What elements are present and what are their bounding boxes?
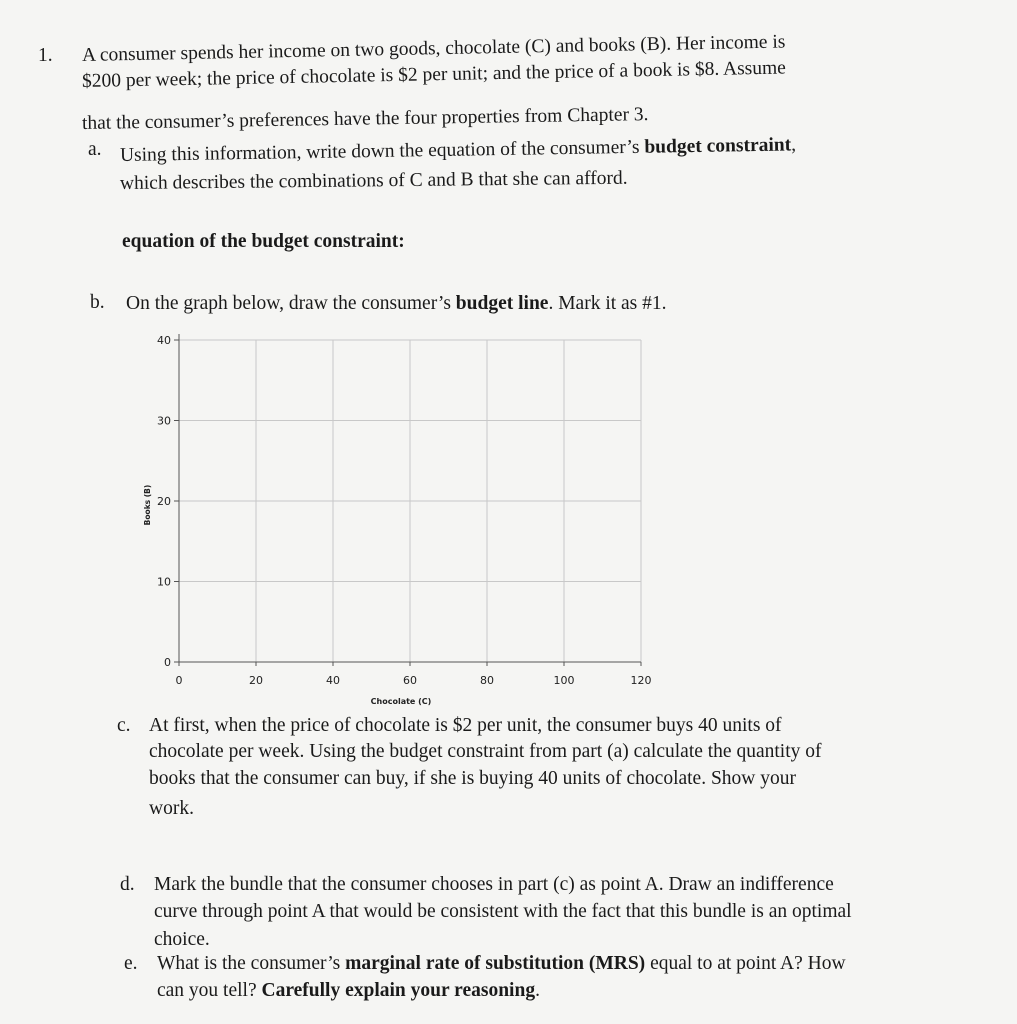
- x-axis-label: Chocolate (C): [370, 697, 432, 706]
- part-a-line-1-text: Using this information, write down the equation of the consumer’s: [119, 136, 645, 166]
- budget-graph: [130, 320, 670, 720]
- part-a-bold-term: budget constraint: [644, 134, 792, 158]
- part-d-label: d.: [120, 874, 135, 895]
- x-tick-label-120: 120: [630, 674, 652, 687]
- x-tick-label-20: 20: [249, 674, 263, 687]
- part-d-line-3: choice.: [154, 929, 210, 950]
- part-d-line-1: Mark the bundle that the consumer chooses in part (c) as point A. Draw an indifference: [154, 874, 834, 895]
- part-c-line-3: books that the consumer can buy, if she is buying 40 units of chocolate. Show your: [149, 768, 797, 789]
- part-a-line-2: which describes the combinations of C and B that she can afford.: [119, 167, 628, 194]
- part-c-line-2: chocolate per week. Using the budget constraint from part (a) calculate the quantity of: [149, 741, 822, 762]
- part-c-line-1: At first, when the price of chocolate is $2 per unit, the consumer buys 40 units of: [149, 715, 782, 736]
- part-e-line-2: [157, 979, 540, 1003]
- part-a-line-1-end: ,: [790, 134, 797, 156]
- part-b-text: [126, 292, 667, 316]
- part-e-line-1-end: equal to at point A? How: [645, 953, 846, 974]
- x-tick-label-60: 60: [403, 674, 417, 687]
- part-c-line-4: work.: [149, 798, 194, 819]
- problem-number: 1.: [38, 45, 53, 66]
- intro-line-3: that the consumer’s preferences have the four properties from Chapter 3.: [81, 104, 649, 134]
- part-a-line-1: [120, 133, 796, 168]
- y-axis-label: Books (B): [143, 484, 152, 526]
- x-tick-label-100: 100: [553, 674, 575, 687]
- part-b-text-start: On the graph below, draw the consumer’s: [126, 293, 456, 314]
- budget-equation-label: equation of the budget constraint:: [122, 231, 405, 252]
- x-tick-labels: [176, 674, 652, 687]
- y-tick-label-30: 30: [157, 414, 171, 428]
- x-tick-label-80: 80: [480, 674, 494, 687]
- part-a-label: a.: [88, 139, 102, 160]
- intro-line-2: $200 per week; the price of chocolate is $2 per unit; and the price of a book is $8. Assume: [81, 57, 787, 92]
- axes: [174, 334, 641, 666]
- y-tick-label-0: 0: [164, 656, 171, 669]
- y-tick-label-20: 20: [157, 495, 171, 508]
- part-b-label: b.: [90, 292, 105, 313]
- y-tick-labels: [157, 334, 171, 669]
- y-tick-label-10: 10: [157, 575, 171, 589]
- part-e-line-1: [157, 952, 846, 976]
- part-e-line-2-end: .: [535, 980, 540, 1001]
- part-d-line-2: curve through point A that would be consistent with the fact that this bundle is an optimal: [154, 901, 852, 922]
- part-c-label: c.: [117, 715, 131, 736]
- x-tick-label-0: 0: [175, 674, 183, 687]
- part-b-bold-term: budget line: [455, 293, 549, 314]
- y-tick-label-40: 40: [157, 334, 171, 347]
- x-tick-label-40: 40: [326, 674, 340, 687]
- part-e-line-1-start: What is the consumer’s: [157, 953, 346, 974]
- part-e-bold-term: marginal rate of substitution (MRS): [345, 953, 646, 974]
- intro-line-1: A consumer spends her income on two goods, chocolate (C) and books (B). Her income is: [81, 31, 786, 66]
- part-e-line-2-start: can you tell?: [157, 980, 262, 1001]
- part-b-text-end: . Mark it as #1.: [548, 293, 667, 314]
- part-e-bold-instruction: Carefully explain your reasoning: [261, 980, 536, 1001]
- part-e-label: e.: [124, 953, 138, 974]
